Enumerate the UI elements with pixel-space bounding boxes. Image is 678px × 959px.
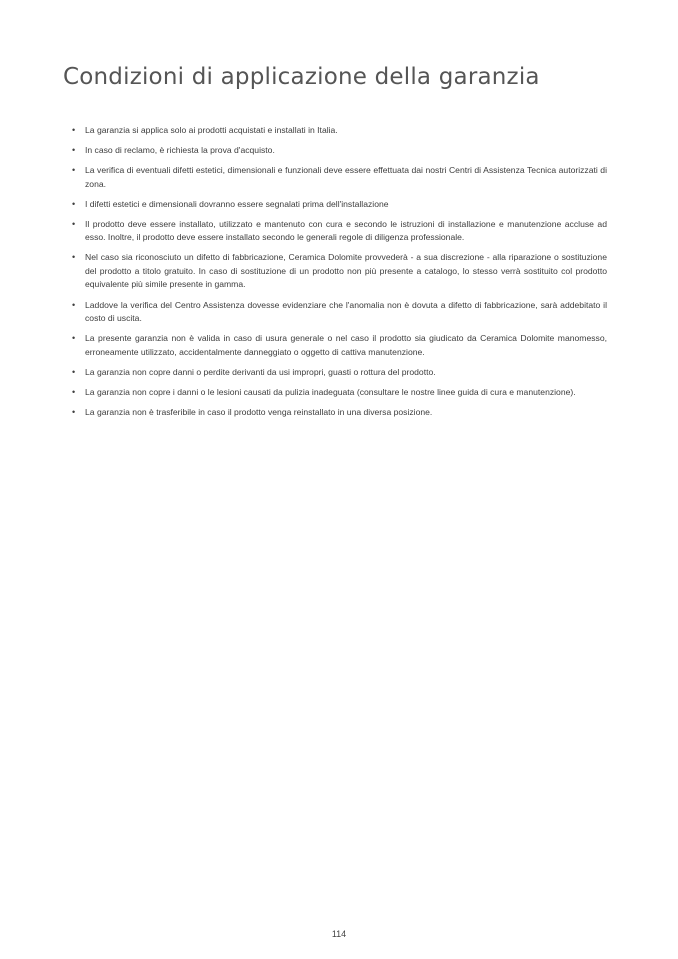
condition-text: La garanzia non copre danni o perdite derivanti da usi impropri, guasti o rottura del prodotto.	[85, 366, 436, 377]
bullet-icon: •	[72, 252, 76, 263]
condition-text: In caso di reclamo, è richiesta la prova d'acquisto.	[85, 145, 275, 156]
condition-item	[72, 406, 607, 420]
bullet-icon: •	[72, 366, 76, 377]
condition-item	[72, 299, 607, 326]
condition-item	[72, 144, 607, 158]
condition-text: Nel caso sia riconosciuto un difetto di fabbricazione, Ceramica Dolomite provvederà - a sua discrezione - alla riparazione o sostituzione del prodotto a titolo gratuito. In caso di sostituzione di un prodotto non più presente a catalogo, lo stesso verrà sostituito col prodotto equivalente più simile presente in gamma.	[85, 252, 607, 290]
bullet-icon: •	[72, 165, 76, 176]
condition-item	[72, 386, 607, 400]
condition-item	[72, 124, 607, 138]
bullet-icon: •	[72, 145, 76, 156]
bullet-icon: •	[72, 299, 76, 310]
bullet-icon: •	[72, 333, 76, 344]
condition-item	[72, 218, 607, 245]
bullet-icon: •	[72, 125, 76, 135]
condition-text: Laddove la verifica del Centro Assistenza dovesse evidenziare che l'anomalia non è dovuta a difetto di fabbricazione, sarà addebitato il costo di uscita.	[85, 299, 607, 324]
condition-item	[72, 332, 607, 359]
condition-text: La garanzia si applica solo ai prodotti acquistati e installati in Italia.	[85, 125, 338, 135]
bullet-icon: •	[72, 198, 76, 209]
condition-text: La verifica di eventuali difetti estetici, dimensionali e funzionali deve essere effettuata dai nostri Centri di Assistenza Tecnica autorizzati di zona.	[85, 165, 607, 189]
condition-item	[72, 251, 607, 292]
condition-text: La presente garanzia non è valida in caso di usura generale o nel caso il prodotto sia giudicato da Ceramica Dolomite manomesso, erroneamente utilizzato, accidentalmente danneggiato o oggetto di cattiva manutenzione.	[85, 333, 607, 357]
page-title: Condizioni di applicazione della garanzia	[63, 64, 540, 90]
page-number: 114	[331, 929, 347, 939]
condition-text: Il prodotto deve essere installato, utilizzato e mantenuto con cura e secondo le istruzioni di installazione e manutenzione accluse ad esso. Inoltre, il prodotto deve essere installato secondo le generali regole di diligenza professionale.	[85, 218, 607, 243]
condition-item	[72, 164, 607, 191]
bullet-icon: •	[72, 406, 76, 417]
condition-text: I difetti estetici e dimensionali dovranno essere segnalati prima dell'installazione	[85, 198, 389, 209]
warranty-conditions-list	[72, 124, 607, 426]
condition-item	[72, 198, 607, 212]
condition-text: La garanzia non copre i danni o le lesioni causati da pulizia inadeguata (consultare le nostre linee guida di cura e manutenzione).	[85, 386, 576, 397]
bullet-icon: •	[72, 218, 76, 229]
condition-text: La garanzia non è trasferibile in caso il prodotto venga reinstallato in una diversa posizione.	[85, 406, 433, 417]
bullet-icon: •	[72, 386, 76, 397]
condition-item	[72, 366, 607, 380]
